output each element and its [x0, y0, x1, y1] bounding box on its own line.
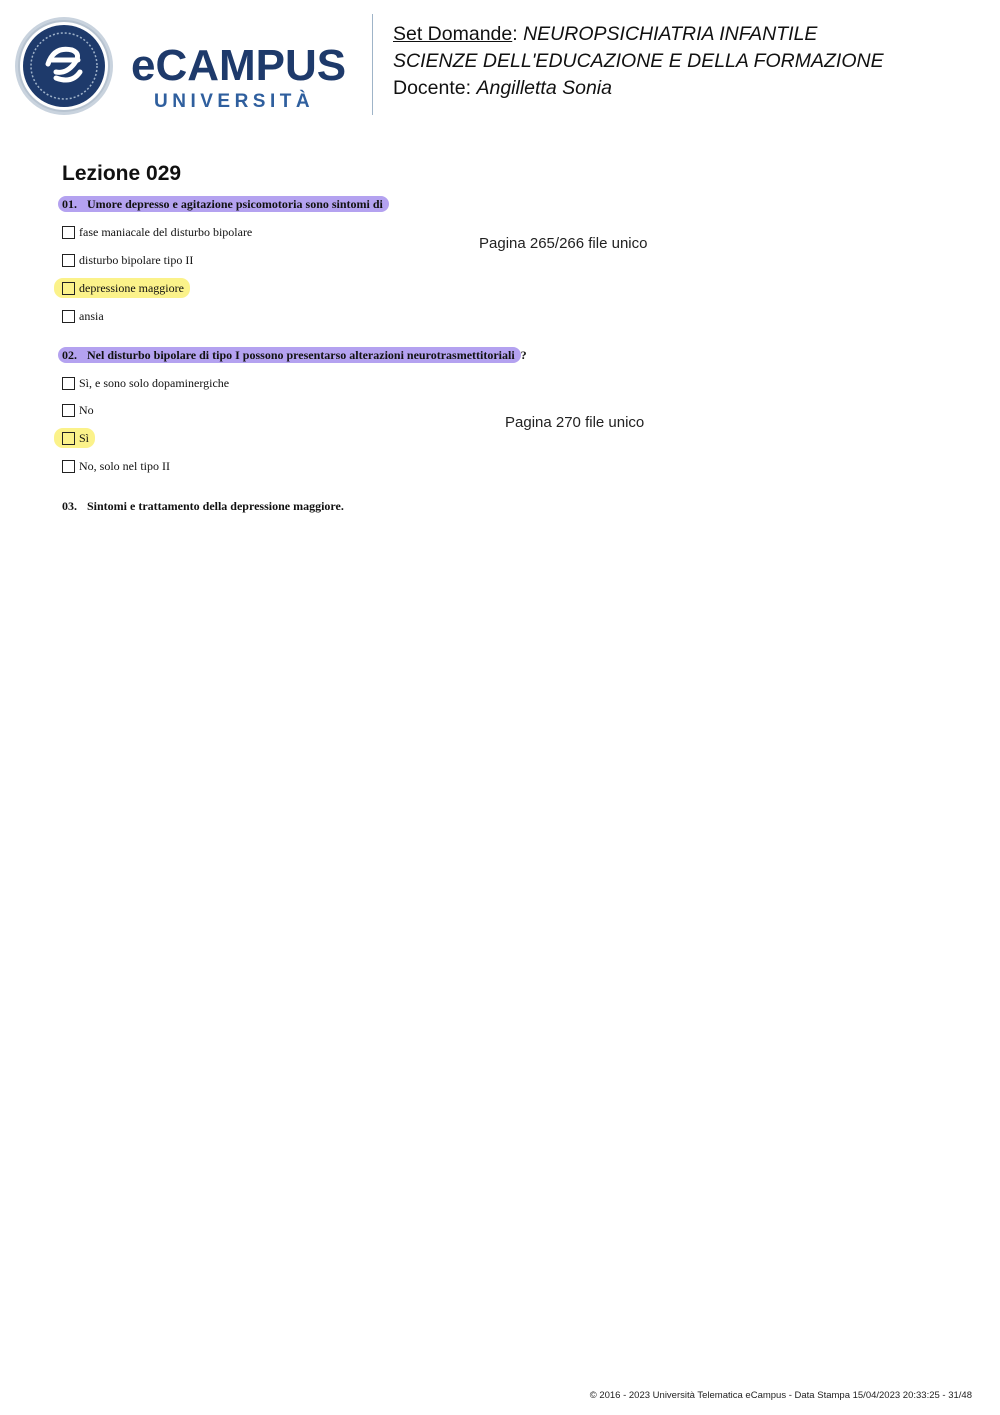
checkbox[interactable]: [62, 226, 75, 239]
checkbox[interactable]: [62, 377, 75, 390]
question-1: [62, 197, 389, 212]
answer-option[interactable]: [62, 402, 94, 418]
question-1-highlight: [58, 196, 389, 212]
answer-option[interactable]: [62, 308, 104, 324]
question-2-highlight: [58, 347, 521, 363]
option-label: fase maniacale del disturbo bipolare: [79, 224, 253, 239]
question-number: 02.: [62, 348, 77, 362]
teacher-label: Docente:: [393, 77, 477, 99]
answer-option[interactable]: [62, 458, 170, 474]
checkbox[interactable]: [62, 282, 75, 295]
question-2: [62, 348, 527, 363]
checkbox[interactable]: [62, 254, 75, 267]
page-footer: © 2016 - 2023 Università Telematica eCampus - Data Stampa 15/04/2023 20:33:25 - 31/48: [589, 1390, 972, 1401]
answer-option[interactable]: [62, 375, 229, 391]
answer-option-correct[interactable]: [54, 278, 190, 298]
set-label: Set Domande: [393, 23, 513, 45]
checkbox[interactable]: [62, 404, 75, 417]
header-divider: [372, 14, 373, 115]
teacher-line: [393, 75, 612, 102]
option-label: Sì, e sono solo dopaminergiche: [79, 375, 230, 390]
question-text: Sintomi e trattamento della depressione maggiore.: [87, 499, 344, 513]
question-number: 03.: [62, 499, 77, 513]
question-3: [62, 499, 344, 514]
faculty-line: [393, 48, 884, 75]
answer-option[interactable]: [62, 224, 252, 240]
question-text: Umore depresso e agitazione psicomotoria sono sintomi di: [87, 197, 383, 211]
set-separator: :: [512, 23, 524, 45]
lesson-title: Lezione 029: [62, 162, 182, 185]
ecampus-logo: [14, 16, 359, 116]
checkbox[interactable]: [62, 460, 75, 473]
faculty-name: SCIENZE DELL'EDUCAZIONE E DELLA FORMAZIONE: [393, 50, 884, 72]
teacher-name: Angilletta Sonia: [476, 77, 612, 99]
logo-subtext: UNIVERSITÀ: [154, 91, 315, 112]
option-label: Sì: [79, 430, 90, 445]
set-title-line: [393, 21, 817, 48]
option-label: No: [79, 402, 94, 417]
option-label: disturbo bipolare tipo II: [79, 252, 194, 267]
ecampus-seal-icon: [14, 16, 359, 116]
question-number: 01.: [62, 197, 77, 211]
logo-wordmark: eCAMPUS: [131, 41, 347, 90]
page-reference-note: Pagina 270 file unico: [505, 414, 645, 431]
answer-option[interactable]: [62, 252, 193, 268]
question-text: Nel disturbo bipolare di tipo I possono presentarso alterazioni neurotrasmettitoriali: [87, 348, 515, 362]
option-label: ansia: [79, 308, 104, 323]
course-name: NEUROPSICHIATRIA INFANTILE: [523, 23, 818, 45]
question-tail: ?: [520, 348, 527, 362]
option-label: No, solo nel tipo II: [79, 458, 170, 473]
checkbox[interactable]: [62, 310, 75, 323]
checkbox[interactable]: [62, 432, 75, 445]
answer-option-correct[interactable]: [54, 428, 95, 448]
page-reference-note: Pagina 265/266 file unico: [479, 235, 648, 252]
option-label: depressione maggiore: [79, 280, 184, 295]
